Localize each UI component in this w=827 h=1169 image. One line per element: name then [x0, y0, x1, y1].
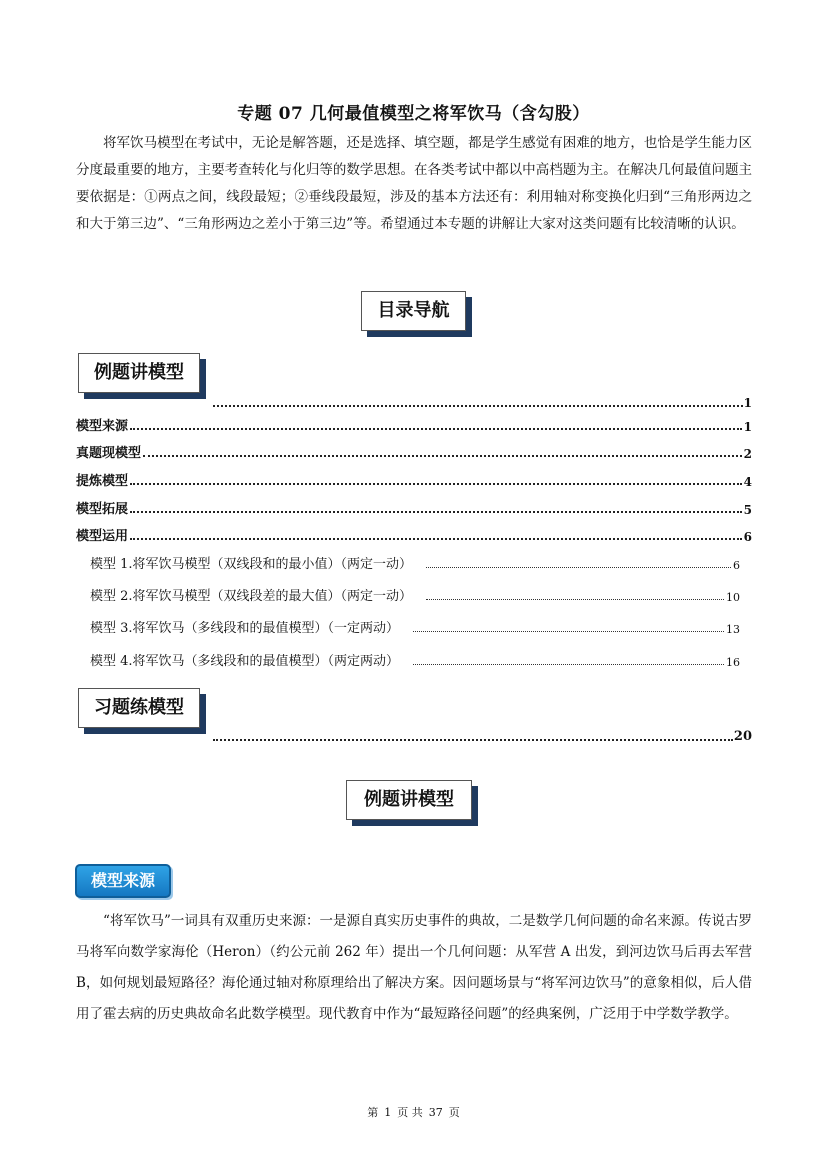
toc-item-extend[interactable]: [76, 499, 752, 517]
page-footer: [0, 1104, 827, 1120]
toc-page-number: 1: [743, 420, 752, 434]
toc-item-label: 模型运用: [76, 529, 129, 544]
toc-page-number: 5: [743, 503, 752, 517]
toc-subitem-model-4[interactable]: [90, 651, 740, 669]
toc-heading: 目录导航: [361, 291, 466, 331]
footer-suffix: 页: [448, 1106, 460, 1119]
toc-page-number: 16: [726, 656, 740, 669]
toc-item-label: 提炼模型: [76, 474, 129, 489]
toc-section-exercises-leader[interactable]: [212, 728, 752, 744]
toc-item-source[interactable]: [76, 416, 752, 434]
toc-page-number: 20: [733, 729, 752, 744]
toc-section-examples[interactable]: 例题讲模型: [78, 353, 200, 393]
toc-section-exercises[interactable]: 习题练模型: [78, 688, 200, 728]
toc-page-number: 4: [743, 475, 752, 489]
footer-page-number: 1: [384, 1106, 392, 1119]
subsection-badge: 模型来源: [75, 864, 171, 898]
toc-item-label: 模型拓展: [76, 502, 129, 517]
page-title: 专题 07 几何最值模型之将军饮马（含勾股）: [237, 104, 590, 124]
toc-subitem-label: 模型 1.将军饮马模型（双线段和的最小值）（两定一动）: [90, 557, 413, 572]
toc-page-number: 6: [733, 559, 740, 572]
toc-subitem-label: 模型 4.将军饮马（多线段和的最值模型）（两定两动）: [90, 654, 400, 669]
footer-total-pages: 37: [428, 1106, 443, 1119]
toc-subitem-label: 模型 2.将军饮马模型（双线段差的最大值）（两定一动）: [90, 589, 413, 604]
body-paragraph: “将军饮马”一词具有双重历史来源：一是源自真实历史事件的典故，二是数学几何问题的命名来源。传说古罗马将军向数学家海伦（Heron）（约公元前 262 年）提出一个几何问题：从军营 A 出发，到河边饮马后再去军营 B，如何规划最短路径？海伦通过轴对称原理给出了解决方案。因问题场景与“将军河边饮马”的意象相似，后人借用了霍去病的历史典故命名此数学模型。现代教育中作为“最短路径问题”的经典案例，广泛用于中学数学教学。: [76, 913, 752, 1022]
toc-subitem-model-1[interactable]: [90, 554, 740, 572]
section-heading: 例题讲模型: [346, 780, 472, 820]
toc-page-number: 6: [743, 530, 752, 544]
toc-subitem-model-3[interactable]: [90, 618, 740, 636]
toc-subitem-model-2[interactable]: [90, 586, 740, 604]
toc-item-label: 真题现模型: [76, 446, 142, 461]
intro-paragraph: 将军饮马模型在考试中，无论是解答题，还是选择、填空题，都是学生感觉有困难的地方，也恰是学生能力区分度最重要的地方，主要考查转化与化归等的数学思想。在各类考试中都以中高档题为主。在解决几何最值问题主要依据是：①两点之间，线段最短；②垂线段最短，涉及的基本方法还有：利用轴对称变换化归到“三角形两边之和大于第三边”、“三角形两边之差小于第三边”等。希望通过本专题的讲解让大家对这类问题有比较清晰的认识。: [76, 135, 752, 232]
toc-page-number: 2: [743, 447, 752, 461]
toc-page-number: 13: [726, 623, 740, 636]
toc-section-examples-leader[interactable]: [212, 394, 752, 410]
footer-prefix: 第: [367, 1106, 379, 1119]
toc-item-real-exam[interactable]: [76, 443, 752, 461]
footer-middle: 页 共: [397, 1106, 423, 1119]
toc-item-apply[interactable]: [76, 526, 752, 544]
toc-item-label: 模型来源: [76, 419, 129, 434]
toc-item-refine[interactable]: [76, 471, 752, 489]
toc-subitem-label: 模型 3.将军饮马（多线段和的最值模型）（一定两动）: [90, 621, 400, 636]
toc-page-number: 10: [726, 591, 740, 604]
toc-page-number: 1: [743, 396, 752, 410]
